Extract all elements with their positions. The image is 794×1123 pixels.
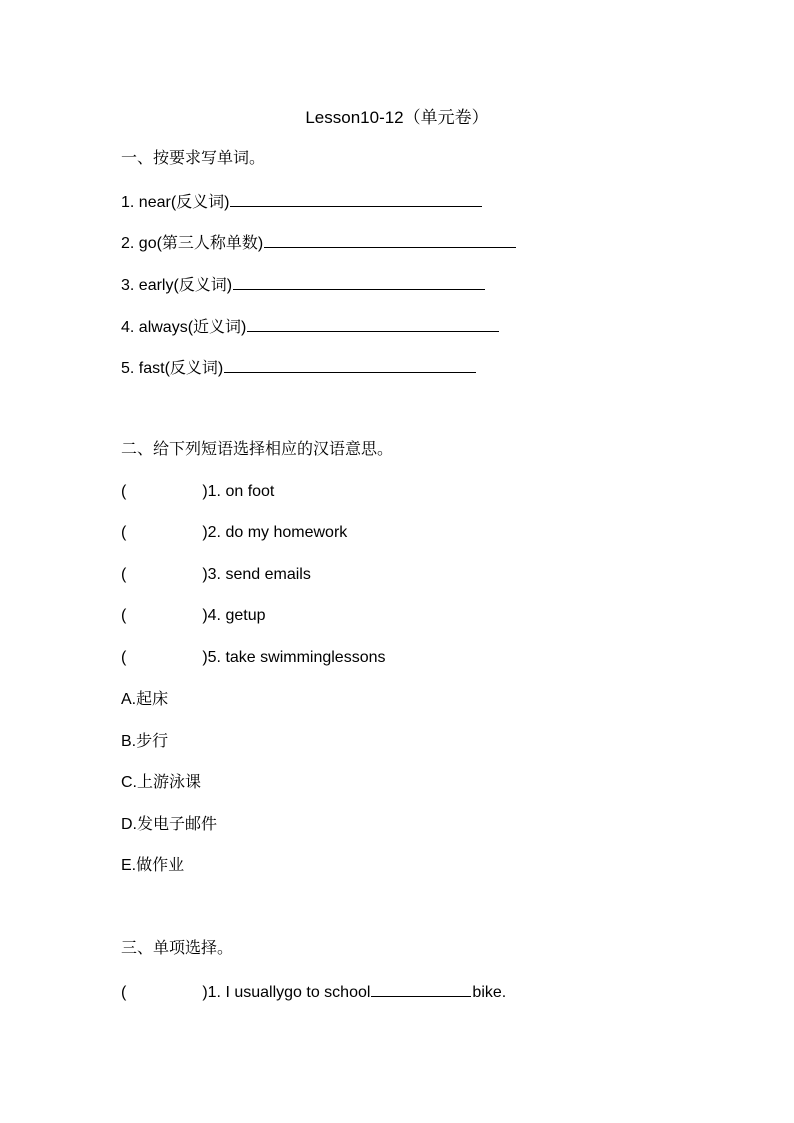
item-text: 2. go(第三人称单数) — [121, 235, 264, 252]
open-paren: ( — [121, 566, 127, 583]
question-text: )1. I usuallygo to school — [202, 984, 371, 1001]
item-text: 3. early(反义词) — [121, 277, 233, 294]
section2-question-4 — [121, 605, 265, 627]
section2-question-5 — [121, 647, 386, 669]
answer-blank[interactable] — [247, 315, 499, 332]
question-text: )5. take swimminglessons — [202, 649, 386, 666]
item-text: 1. near(反义词) — [121, 194, 230, 211]
question-text: )2. do my homework — [202, 524, 348, 541]
answer-blank[interactable] — [264, 231, 516, 248]
section1-item-4 — [121, 315, 499, 337]
answer-blank[interactable] — [224, 356, 476, 373]
open-paren: ( — [121, 524, 127, 541]
open-paren: ( — [121, 649, 127, 666]
item-text: 5. fast(反义词) — [121, 360, 224, 377]
question-text: )3. send emails — [202, 566, 311, 583]
section2-heading: 二、给下列短语选择相应的汉语意思。 — [121, 441, 394, 458]
open-paren: ( — [121, 984, 127, 1001]
option-b: B.步行 — [121, 733, 169, 750]
section2-question-2 — [121, 522, 347, 544]
answer-blank[interactable] — [371, 980, 471, 997]
answer-blank[interactable] — [230, 190, 482, 207]
answer-blank[interactable] — [233, 273, 485, 290]
option-a: A.起床 — [121, 691, 169, 708]
section3-heading: 三、单项选择。 — [121, 940, 234, 957]
open-paren: ( — [121, 483, 127, 500]
question-text: )1. on foot — [202, 483, 275, 500]
section3-question-1 — [121, 980, 506, 1002]
question-suffix: bike. — [472, 984, 507, 1001]
section1-item-3 — [121, 273, 485, 295]
section1-item-1 — [121, 190, 482, 212]
section1-item-5 — [121, 356, 476, 378]
section2-question-1 — [121, 481, 274, 503]
item-text: 4. always(近义词) — [121, 319, 247, 336]
option-e: E.做作业 — [121, 857, 185, 874]
option-c: C.上游泳课 — [121, 774, 202, 791]
section1-heading: 一、按要求写单词。 — [121, 150, 266, 167]
page-title: Lesson10-12（单元卷） — [305, 108, 489, 127]
section1-item-2 — [121, 231, 516, 253]
open-paren: ( — [121, 607, 127, 624]
section2-question-3 — [121, 564, 311, 586]
option-d: D.发电子邮件 — [121, 816, 218, 833]
question-text: )4. getup — [202, 607, 266, 624]
